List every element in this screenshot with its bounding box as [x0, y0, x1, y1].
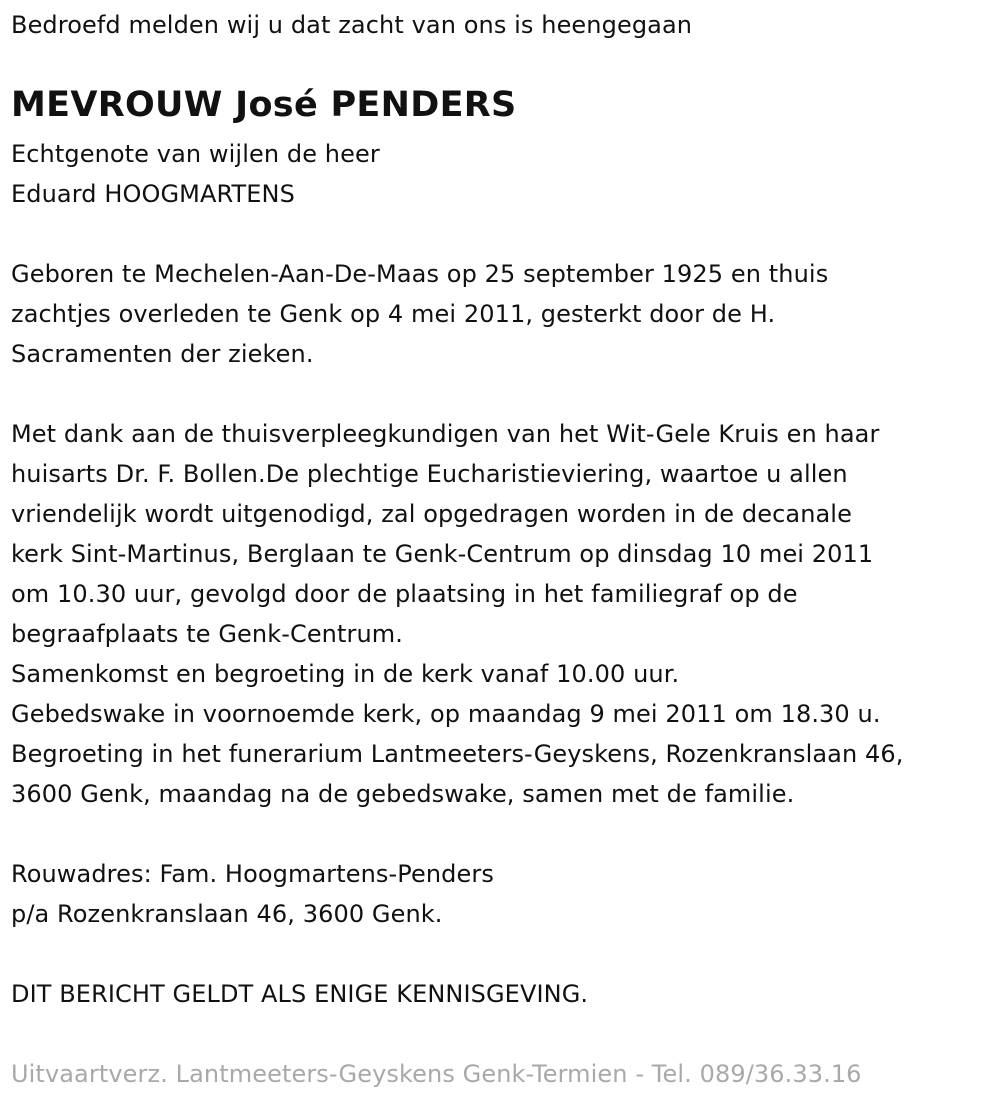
deceased-name: MEVROUW José PENDERS [11, 85, 517, 125]
paragraph-line: kerk Sint-Martinus, Berglaan te Genk-Centrum op dinsdag 10 mei 2011 [11, 540, 874, 568]
address-line: Rouwadres: Fam. Hoogmartens-Penders [11, 860, 494, 888]
mourning-address [11, 854, 494, 934]
spouse-line: Echtgenote van wijlen de heer [11, 140, 380, 168]
paragraph-line: begraafplaats te Genk-Centrum. [11, 620, 403, 648]
spouse-block [11, 134, 380, 214]
birth-death-paragraph [11, 254, 828, 374]
paragraph-line: huisarts Dr. F. Bollen.De plechtige Eucharistieviering, waartoe u allen [11, 460, 848, 488]
paragraph-line: zachtjes overleden te Genk op 4 mei 2011, gesterkt door de H. [11, 300, 776, 328]
paragraph-line: Samenkomst en begroeting in de kerk vanaf 10.00 uur. [11, 660, 680, 688]
intro-text: Bedroefd melden wij u dat zacht van ons is heengegaan [11, 11, 693, 39]
paragraph-line: Begroeting in het funerarium Lantmeeters-Geyskens, Rozenkranslaan 46, [11, 740, 904, 768]
paragraph-line: 3600 Genk, maandag na de gebedswake, samen met de familie. [11, 780, 795, 808]
paragraph-line: Met dank aan de thuisverpleegkundigen van het Wit-Gele Kruis en haar [11, 420, 880, 448]
closing-statement: DIT BERICHT GELDT ALS ENIGE KENNISGEVING. [11, 980, 589, 1008]
paragraph-line: Sacramenten der zieken. [11, 340, 314, 368]
service-paragraph [11, 414, 903, 814]
spouse-line: Eduard HOOGMARTENS [11, 180, 295, 208]
paragraph-line: vriendelijk wordt uitgenodigd, zal opgedragen worden in de decanale [11, 500, 852, 528]
paragraph-line: om 10.30 uur, gevolgd door de plaatsing in het familiegraf op de [11, 580, 798, 608]
address-line: p/a Rozenkranslaan 46, 3600 Genk. [11, 900, 443, 928]
paragraph-line: Geboren te Mechelen-Aan-De-Maas op 25 september 1925 en thuis [11, 260, 829, 288]
paragraph-line: Gebedswake in voornoemde kerk, op maandag 9 mei 2011 om 18.30 u. [11, 700, 881, 728]
funeral-home-footer: Uitvaartverz. Lantmeeters-Geyskens Genk-Termien - Tel. 089/36.33.16 [11, 1060, 862, 1088]
